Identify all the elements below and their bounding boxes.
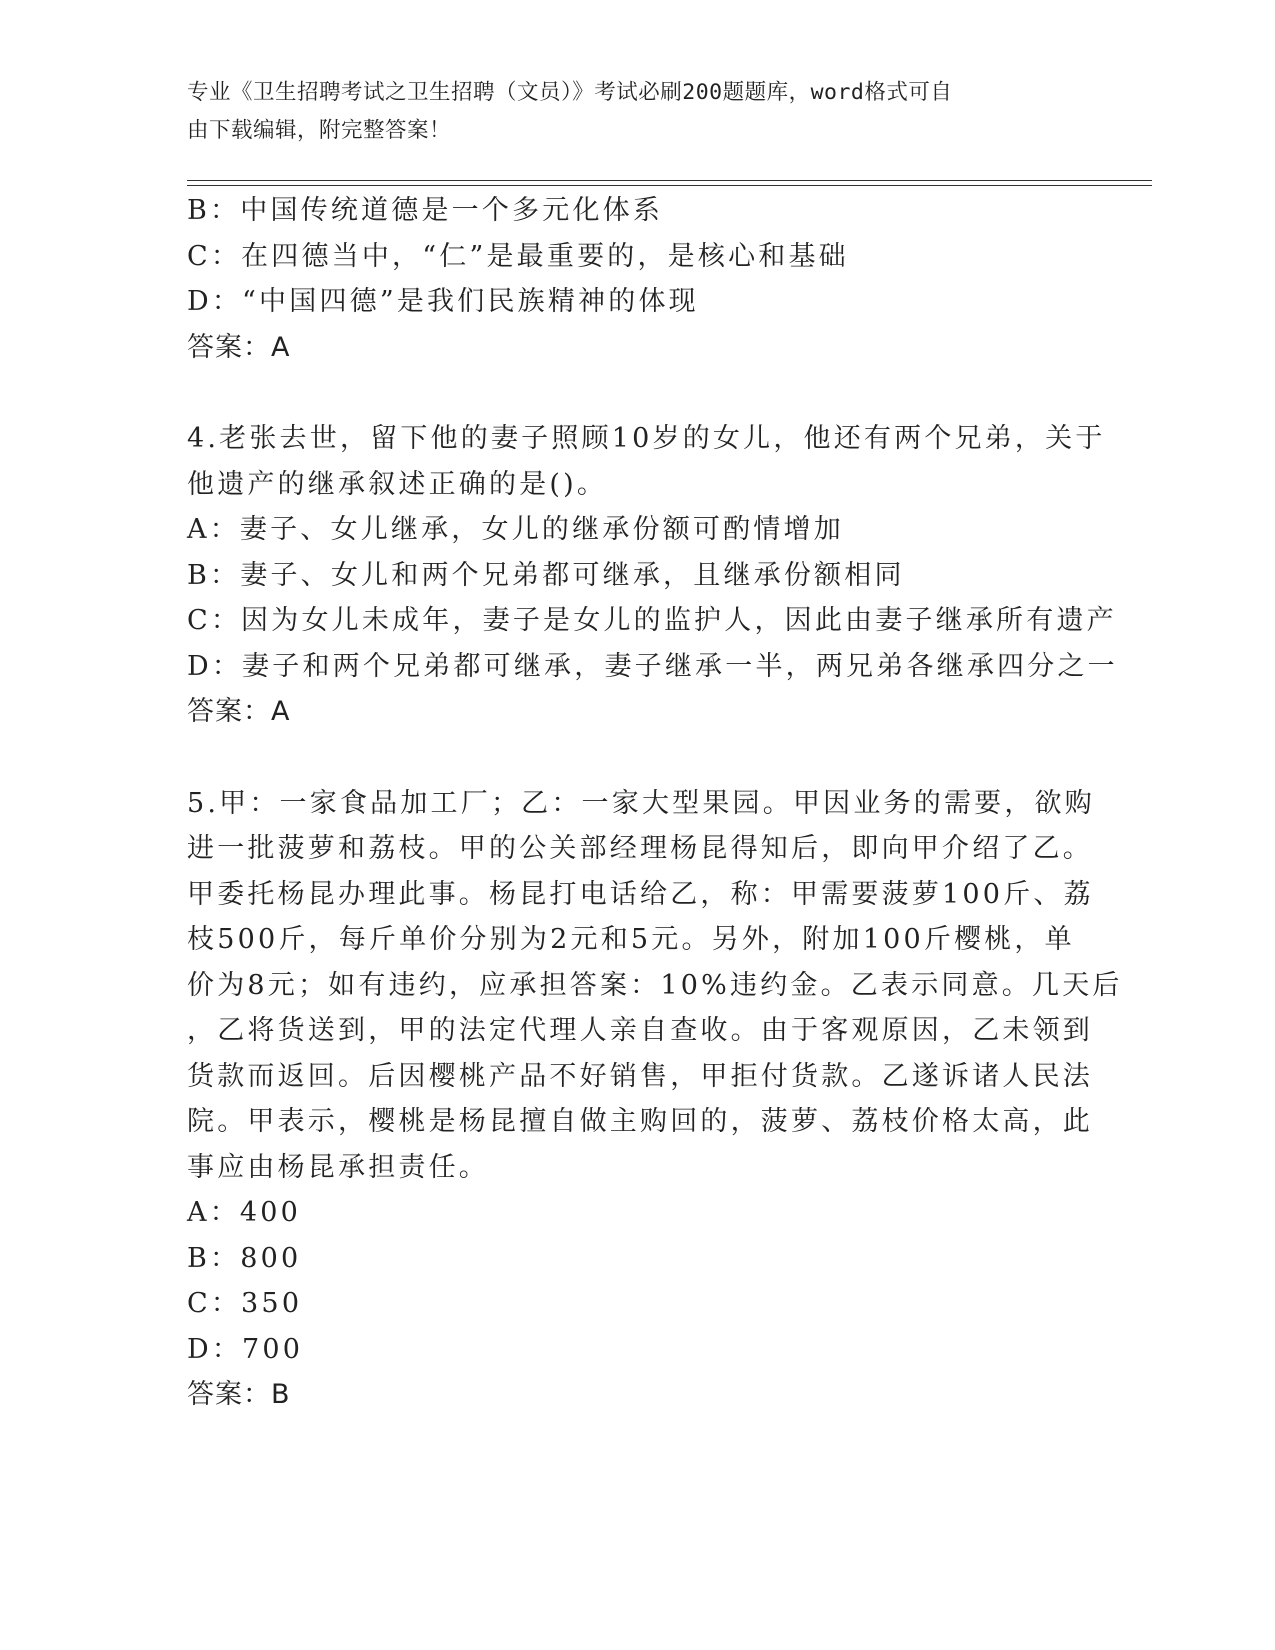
question-3 (187, 188, 1087, 370)
q4-option-b: B：妻子、女儿和两个兄弟都可继承，且继承份额相同 (187, 559, 905, 591)
header-rule-bottom (187, 185, 1152, 186)
document-body (187, 188, 1123, 1418)
q5-stem-line-9: 事应由杨昆承担责任。 (187, 1151, 489, 1183)
q4-option-d: D：妻子和两个兄弟都可继承，妻子继承一半，两兄弟各继承四分之一 (187, 650, 1118, 682)
q5-stem-line-1: 5.甲：一家食品加工厂；乙：一家大型果园。甲因业务的需要，欲购 (187, 787, 1095, 819)
header-line-1: 专业《卫生招聘考试之卫生招聘（文员）》考试必刷200题题库，word格式可自 (187, 80, 953, 105)
q4-option-a: A：妻子、女儿继承，女儿的继承份额可酌情增加 (187, 514, 844, 545)
q5-option-b: B：800 (187, 1242, 302, 1274)
q3-answer: 答案：A (187, 331, 291, 363)
q5-option-c: C：350 (187, 1288, 303, 1319)
q4-option-c: C：因为女儿未成年，妻子是女儿的监护人，因此由妻子继承所有遗产 (187, 605, 1117, 636)
spacer (187, 370, 1087, 416)
q4-answer: 答案：A (187, 696, 291, 727)
q5-stem-line-8: 院。甲表示，樱桃是杨昆擅自做主购回的，菠萝、荔枝价格太高，此 (187, 1106, 1093, 1137)
document-header (187, 74, 1067, 150)
q5-stem-line-3: 甲委托杨昆办理此事。杨昆打电话给乙，称：甲需要菠萝100斤、荔 (187, 878, 1094, 910)
q3-option-d: D：“中国四德”是我们民族精神的体现 (187, 286, 699, 317)
q3-option-b: B：中国传统道德是一个多元化体系 (187, 195, 664, 226)
header-line-2: 由下载编辑，附完整答案！ (187, 118, 452, 143)
q5-stem-line-4: 枝500斤，每斤单价分别为2元和5元。另外，附加100斤樱桃，单 (187, 924, 1075, 955)
header-rule-top (187, 180, 1152, 181)
q5-answer: 答案：B (187, 1379, 291, 1410)
q5-option-d: D：700 (187, 1333, 304, 1365)
question-4 (187, 416, 1118, 735)
q5-stem-line-5: 价为8元；如有违约，应承担答案：10%违约金。乙表示同意。几天后 (187, 969, 1123, 1001)
q5-option-a: A：400 (187, 1197, 302, 1228)
q5-stem-line-2: 进一批菠萝和荔枝。甲的公关部经理杨昆得知后，即向甲介绍了乙。 (187, 833, 1093, 864)
spacer (187, 735, 1087, 781)
q4-stem-line-2: 他遗产的继承叙述正确的是()。 (187, 468, 608, 500)
q4-stem-line-1: 4.老张去世，留下他的妻子照顾10岁的女儿，他还有两个兄弟，关于 (187, 423, 1106, 454)
q5-stem-line-7: 货款而返回。后因樱桃产品不好销售，甲拒付货款。乙遂诉诸人民法 (187, 1060, 1093, 1092)
question-5 (187, 781, 1123, 1418)
q5-stem-line-6: ，乙将货送到，甲的法定代理人亲自查收。由于客观原因，乙未领到 (187, 1015, 1093, 1046)
q3-option-c: C：在四德当中，“仁”是最重要的，是核心和基础 (187, 240, 849, 272)
